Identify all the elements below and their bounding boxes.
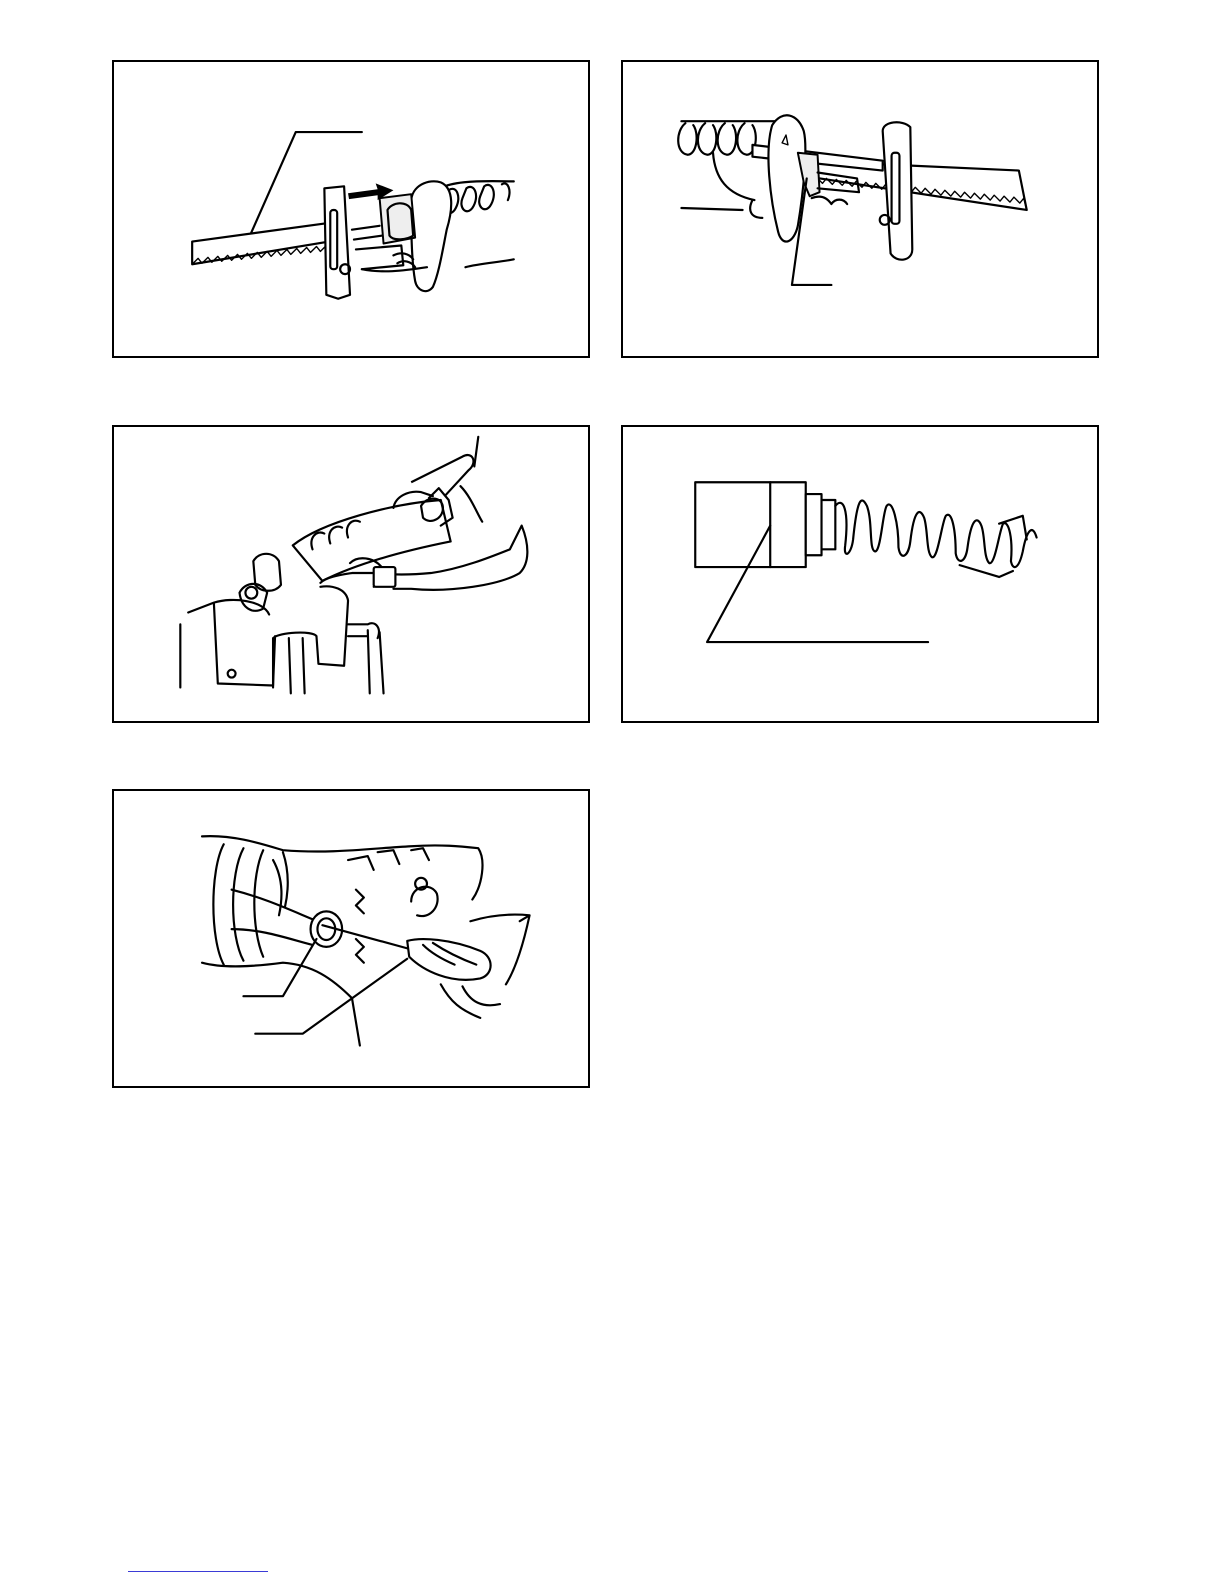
figure-blade-installed	[621, 60, 1099, 358]
saw-vise-drawing	[114, 427, 588, 721]
blade-installed-drawing	[623, 62, 1097, 356]
footer-hyperlink-underline[interactable]	[128, 1571, 268, 1572]
grip-ridges	[213, 844, 263, 964]
figure-blade-insertion	[112, 60, 590, 358]
shoe-plate	[883, 122, 913, 259]
cuff	[374, 567, 396, 587]
blade-insertion-drawing	[114, 62, 588, 356]
brush-cap-drawing	[114, 791, 588, 1086]
figure-brush-holder-cap	[112, 789, 590, 1088]
grip-ridges	[444, 183, 510, 213]
figure-carbon-brush	[621, 425, 1099, 723]
saw-blade-icon	[802, 161, 1027, 210]
spring-icon	[835, 500, 1036, 567]
tool-housing-bottom	[465, 259, 513, 267]
carbon-brush-icon	[695, 482, 805, 567]
reciprocating-saw-icon	[293, 500, 451, 581]
carbon-brush-drawing	[623, 427, 1097, 721]
screwdriver-handle	[407, 939, 490, 980]
tool-housing-top	[202, 836, 482, 899]
figure-saw-in-vise	[112, 425, 590, 723]
clamp-ring	[411, 181, 451, 291]
saw-blade-icon	[192, 222, 341, 264]
blade-clamp-icon	[380, 194, 416, 243]
grip-ridges	[678, 123, 756, 155]
